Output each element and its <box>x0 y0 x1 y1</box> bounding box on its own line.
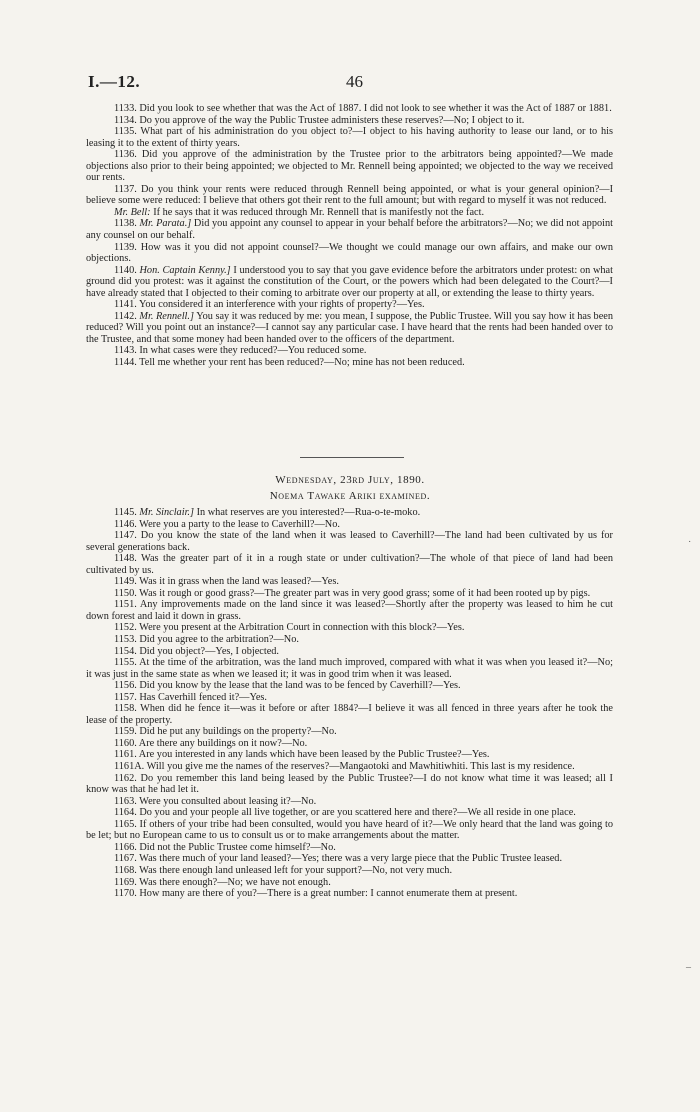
question-number: 1138. <box>114 218 140 230</box>
paragraph-text: 1162. Do you remember this land being leased by the Public Trustee?—I do not know what time it was leased; all I know was that he had let it. <box>86 772 613 796</box>
question-paragraph <box>86 345 613 357</box>
paragraph-text: 1136. Did you approve of the administration by the Trustee prior to the arbitrators being appointed?—We made objections also prior to their being appointed; we objected to Mr. Rennell being appointed; we objected to the way we received our rents. <box>86 149 613 184</box>
question-number: 1145. <box>114 507 140 518</box>
paragraph-text: 1169. Was there enough?—No; we have not enough. <box>114 876 331 888</box>
question-paragraph <box>86 819 613 842</box>
paragraph-text: 1170. How many are there of you?—There is a great number: I cannot enumerate them at present. <box>114 888 518 900</box>
paragraph-text: 1154. Did you object?—Yes, I objected. <box>114 645 280 657</box>
speaker-name: Hon. Captain Kenny.] <box>139 264 231 276</box>
question-paragraph <box>86 877 613 889</box>
session-date: Wednesday, 23rd July, 1890. <box>275 474 425 486</box>
question-paragraph <box>86 773 613 796</box>
question-paragraph <box>86 807 613 819</box>
paragraph-text: 1150. Was it rough or good grass?—The greater part was in very good grass; some of it had been rooted up by pigs. <box>114 587 591 599</box>
question-paragraph <box>86 184 613 207</box>
paragraph-text: 1161. Are you interested in any lands which have been leased by the Public Trustee?—Yes. <box>114 749 490 761</box>
question-paragraph <box>86 634 613 646</box>
question-paragraph <box>86 530 613 553</box>
question-paragraph <box>86 207 613 219</box>
paragraph-text: 1155. At the time of the arbitration, was the land much improved, compared with what it was when you leased it?—No; it was just in the same state as when we leased it; it was in good trim when it was leased. <box>86 657 613 680</box>
question-paragraph <box>86 599 613 622</box>
question-paragraph <box>86 761 613 773</box>
paragraph-text: 1149. Was it in grass when the land was leased?—Yes. <box>114 576 339 588</box>
question-paragraph <box>86 749 613 761</box>
paragraph-text: 1151. Any improvements made on the land since it was leased?—Shortly after the property was leased to him he cut down forest and laid it down in grass. <box>86 599 613 622</box>
question-paragraph <box>86 519 613 531</box>
paragraph-text: 1146. Were you a party to the lease to Caverhill?—No. <box>114 518 340 530</box>
speaker-name: Mr. Rennell.] <box>139 310 194 322</box>
question-paragraph <box>86 657 613 680</box>
page-number: 46 <box>346 72 363 91</box>
paragraph-text: 1153. Did you agree to the arbitration?—No. <box>114 634 299 646</box>
question-paragraph <box>86 738 613 750</box>
margin-mark: ˙ <box>688 540 692 551</box>
question-paragraph <box>86 680 613 692</box>
paragraph-text: You say it was reduced by me: you mean, I suppose, the Public Trustee. Will you say how it has been reduced? Will you point out an instance?—I cannot say any particular case. I have heard that the rents had been handed over to the Trustee, and that some money had been handed over to the officers of the department. <box>86 310 613 345</box>
question-paragraph <box>86 796 613 808</box>
paragraph-text: 1137. Do you think your rents were reduced through Rennell being appointed, or what is your general opinion?—I believe some were reduced: I believe that others got their rent to the full amount; but with regard to myself it was not reduced. <box>86 183 613 207</box>
paragraph-text: 1141. You considered it an interference with your rights of property?—Yes. <box>114 299 425 311</box>
question-paragraph <box>86 888 613 900</box>
question-number: 1142. <box>114 310 140 322</box>
section-reference: I.—12. <box>88 72 141 91</box>
speaker-name: Mr. Bell: <box>114 206 151 218</box>
paragraph-text: 1160. Are there any buildings on it now?—No. <box>114 737 308 749</box>
paragraph-text: 1163. Were you consulted about leasing it?—No. <box>114 795 317 807</box>
question-paragraph <box>86 103 613 115</box>
question-paragraph <box>86 853 613 865</box>
question-paragraph <box>86 553 613 576</box>
question-paragraph <box>86 507 613 519</box>
paragraph-text: 1147. Do you know the state of the land when it was leased to Caverhill?—The land had been cultivated by us for several generations back. <box>86 530 613 553</box>
witness-heading: Noema Tawake Ariki examined. <box>269 490 431 502</box>
speaker-name: Mr. Sinclair.] <box>139 507 195 518</box>
evidence-block-1 <box>86 103 613 369</box>
paragraph-text: 1148. Was the greater part of it in a rough state or under cultivation?—The whole of that piece of land had been cultivated by us. <box>86 553 613 576</box>
question-paragraph <box>86 357 613 369</box>
question-paragraph <box>86 149 613 184</box>
paragraph-text: 1157. Has Caverhill fenced it?—Yes. <box>114 691 267 703</box>
margin-mark: – <box>686 962 691 973</box>
paragraph-text: If he says that it was reduced through Mr. Rennell that is manifestly not the fact. <box>153 206 485 218</box>
paragraph-text: 1164. Do you and your people all live together, or are you scattered here and there?—We all reside in one place. <box>114 807 576 819</box>
question-paragraph <box>86 646 613 658</box>
question-paragraph <box>86 576 613 588</box>
question-number: 1140. <box>114 264 140 276</box>
question-paragraph <box>86 242 613 265</box>
question-paragraph <box>86 622 613 634</box>
paragraph-text: 1156. Did you know by the lease that the land was to be fenced by Caverhill?—Yes. <box>114 680 461 692</box>
paragraph-text: 1152. Were you present at the Arbitration Court in connection with this block?—Yes. <box>114 622 465 634</box>
paragraph-text: 1134. Do you approve of the way the Public Trustee administers these reserves?—No; I object to it. <box>114 114 525 126</box>
paragraph-text: 1133. Did you look to see whether that was the Act of 1887. I did not look to see whether it was the Act of 1887 or 1881. <box>114 103 612 114</box>
paragraph-text: 1139. How was it you did not appoint counsel?—We thought we could manage our own affairs, and make our own objections. <box>86 241 613 265</box>
paragraph-text: I understood you to say that you gave evidence before the arbitrators under protest: on what ground did you protest: was it against the constitution of the Court, or the powers which had been delegated to the Court?—I have already stated that I objected to their coming to arbitrate over our property at all, or extending the lease to thirty years. <box>86 264 613 299</box>
question-paragraph <box>86 299 613 311</box>
question-paragraph <box>86 218 613 241</box>
paragraph-text: Did you appoint any counsel to appear in your behalf before the arbitrators?—No; we did not appoint any counsel on our behalf. <box>86 218 613 242</box>
paragraph-text: 1144. Tell me whether your rent has been reduced?—No; mine has not been reduced. <box>114 357 465 369</box>
question-paragraph <box>86 265 613 300</box>
question-paragraph <box>86 311 613 346</box>
question-paragraph <box>86 703 613 726</box>
paragraph-text: 1143. In what cases were they reduced?—You reduced some. <box>114 345 367 357</box>
paragraph-text: 1167. Was there much of your land leased?—Yes; there was a very large piece that the Public Trustee leased. <box>114 853 563 865</box>
section-divider <box>300 457 404 458</box>
question-paragraph <box>86 865 613 877</box>
paragraph-text: 1158. When did he fence it—was it before or after 1884?—I believe it was all fenced in three years after he took the lease of the property. <box>86 703 613 726</box>
paragraph-text: 1159. Did he put any buildings on the property?—No. <box>114 726 337 738</box>
evidence-block-2 <box>86 507 613 900</box>
question-paragraph <box>86 692 613 704</box>
question-paragraph <box>86 126 613 149</box>
question-paragraph <box>86 588 613 600</box>
paragraph-text: 1168. Was there enough land unleased left for your support?—No, not very much. <box>114 864 453 876</box>
paragraph-text: 1135. What part of his administration do you object to?—I object to his having authority to lease our land, or to his leasing it to the extent of thirty years. <box>86 126 613 149</box>
paragraph-text: 1165. If others of your tribe had been consulted, would you have heard of it?—We only heard that the land was going to be let; but no European came to us to consult us or to make arrangements about the matter. <box>86 818 613 842</box>
question-paragraph <box>86 115 613 127</box>
paragraph-text: 1166. Did not the Public Trustee come himself?—No. <box>114 841 336 853</box>
question-paragraph <box>86 726 613 738</box>
question-paragraph <box>86 842 613 854</box>
speaker-name: Mr. Parata.] <box>139 218 192 230</box>
paragraph-text: In what reserves are you interested?—Rua-o-te-moko. <box>196 507 421 518</box>
paragraph-text: 1161A. Will you give me the names of the reserves?—Mangaotoki and Mawhitiwhiti. This last is my residence. <box>114 761 575 773</box>
